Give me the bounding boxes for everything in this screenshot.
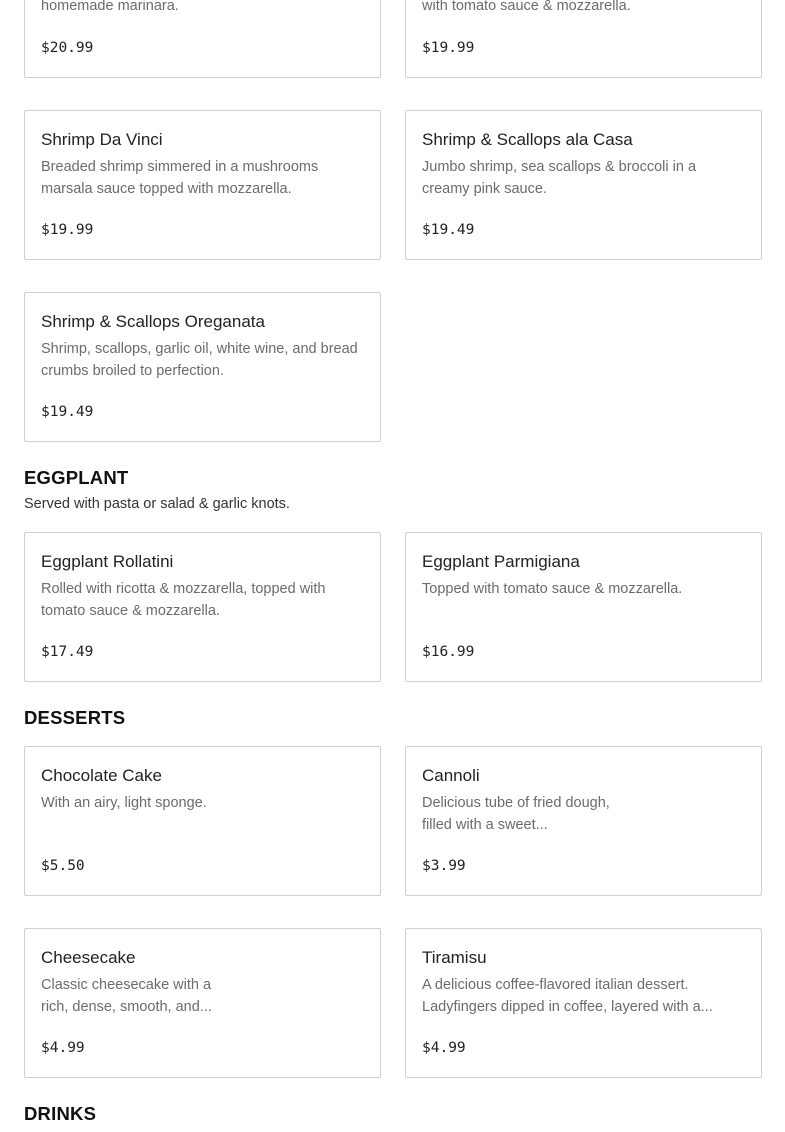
- menu-item-name: Tiramisu: [422, 948, 487, 967]
- menu-item-price: $4.99: [422, 1040, 466, 1056]
- menu-item-description: with tomato sauce & mozzarella.: [422, 0, 631, 14]
- menu-item-card[interactable]: [24, 292, 381, 442]
- menu-item-description: Shrimp, scallops, garlic oil, white wine, and bread crumbs broiled to perfection.: [41, 341, 358, 379]
- menu-item-card[interactable]: [24, 0, 381, 78]
- menu-item-description: Jumbo shrimp, sea scallops & broccoli in a creamy pink sauce.: [422, 159, 697, 197]
- menu-item-price: $17.49: [41, 644, 94, 660]
- menu-item-description: Delicious tube of fried dough, filled with a sweet...: [422, 795, 610, 833]
- menu-item-price: $4.99: [41, 1040, 85, 1056]
- menu-item-price: $5.50: [41, 858, 85, 874]
- menu-item-name: Shrimp Da Vinci: [41, 130, 163, 149]
- menu-item-price: $19.49: [422, 222, 475, 238]
- menu-item-name: Eggplant Parmigiana: [422, 552, 580, 571]
- menu-item-name: Chocolate Cake: [41, 766, 162, 785]
- menu-item-description: Breaded shrimp simmered in a mushrooms marsala sauce topped with mozzarella.: [41, 159, 319, 197]
- menu-item-price: $19.49: [41, 404, 94, 420]
- menu-item-name: Eggplant Rollatini: [41, 552, 174, 571]
- menu-item-card[interactable]: [405, 532, 762, 682]
- menu-item-description: A delicious coffee-flavored italian dessert. Ladyfingers dipped in coffee, layered with a...: [422, 977, 713, 1015]
- menu-item-price: $19.99: [41, 222, 94, 238]
- menu-item-card[interactable]: [405, 110, 762, 260]
- menu-item-description: Classic cheesecake with a rich, dense, smooth, and...: [41, 977, 212, 1015]
- menu-item-price: $19.99: [422, 40, 475, 56]
- menu-item-card[interactable]: [24, 746, 381, 896]
- section-subtitle-eggplant: Served with pasta or salad & garlic knots.: [24, 496, 290, 512]
- menu-item-description: With an airy, light sponge.: [41, 795, 207, 811]
- section-title-eggplant: EGGPLANT: [24, 467, 129, 488]
- menu-item-price: $16.99: [422, 644, 475, 660]
- menu-item-name: Cheesecake: [41, 948, 136, 967]
- menu-item-card[interactable]: [24, 532, 381, 682]
- menu-item-price: $3.99: [422, 858, 466, 874]
- menu-item-card[interactable]: [24, 110, 381, 260]
- menu-item-name: Cannoli: [422, 766, 480, 785]
- menu-item-description: homemade marinara.: [41, 0, 179, 14]
- menu-item-name: Shrimp & Scallops Oreganata: [41, 312, 265, 331]
- menu-item-card[interactable]: [405, 928, 762, 1078]
- menu-item-card[interactable]: [405, 0, 762, 78]
- menu-item-description: Topped with tomato sauce & mozzarella.: [422, 581, 683, 597]
- menu-item-price: $20.99: [41, 40, 94, 56]
- section-title-drinks: DRINKS: [24, 1103, 97, 1124]
- menu-item-name: Shrimp & Scallops ala Casa: [422, 130, 633, 149]
- menu-item-card[interactable]: [405, 746, 762, 896]
- section-title-desserts: DESSERTS: [24, 707, 126, 728]
- menu-item-description: Rolled with ricotta & mozzarella, topped with tomato sauce & mozzarella.: [41, 581, 326, 619]
- menu-item-card[interactable]: [24, 928, 381, 1078]
